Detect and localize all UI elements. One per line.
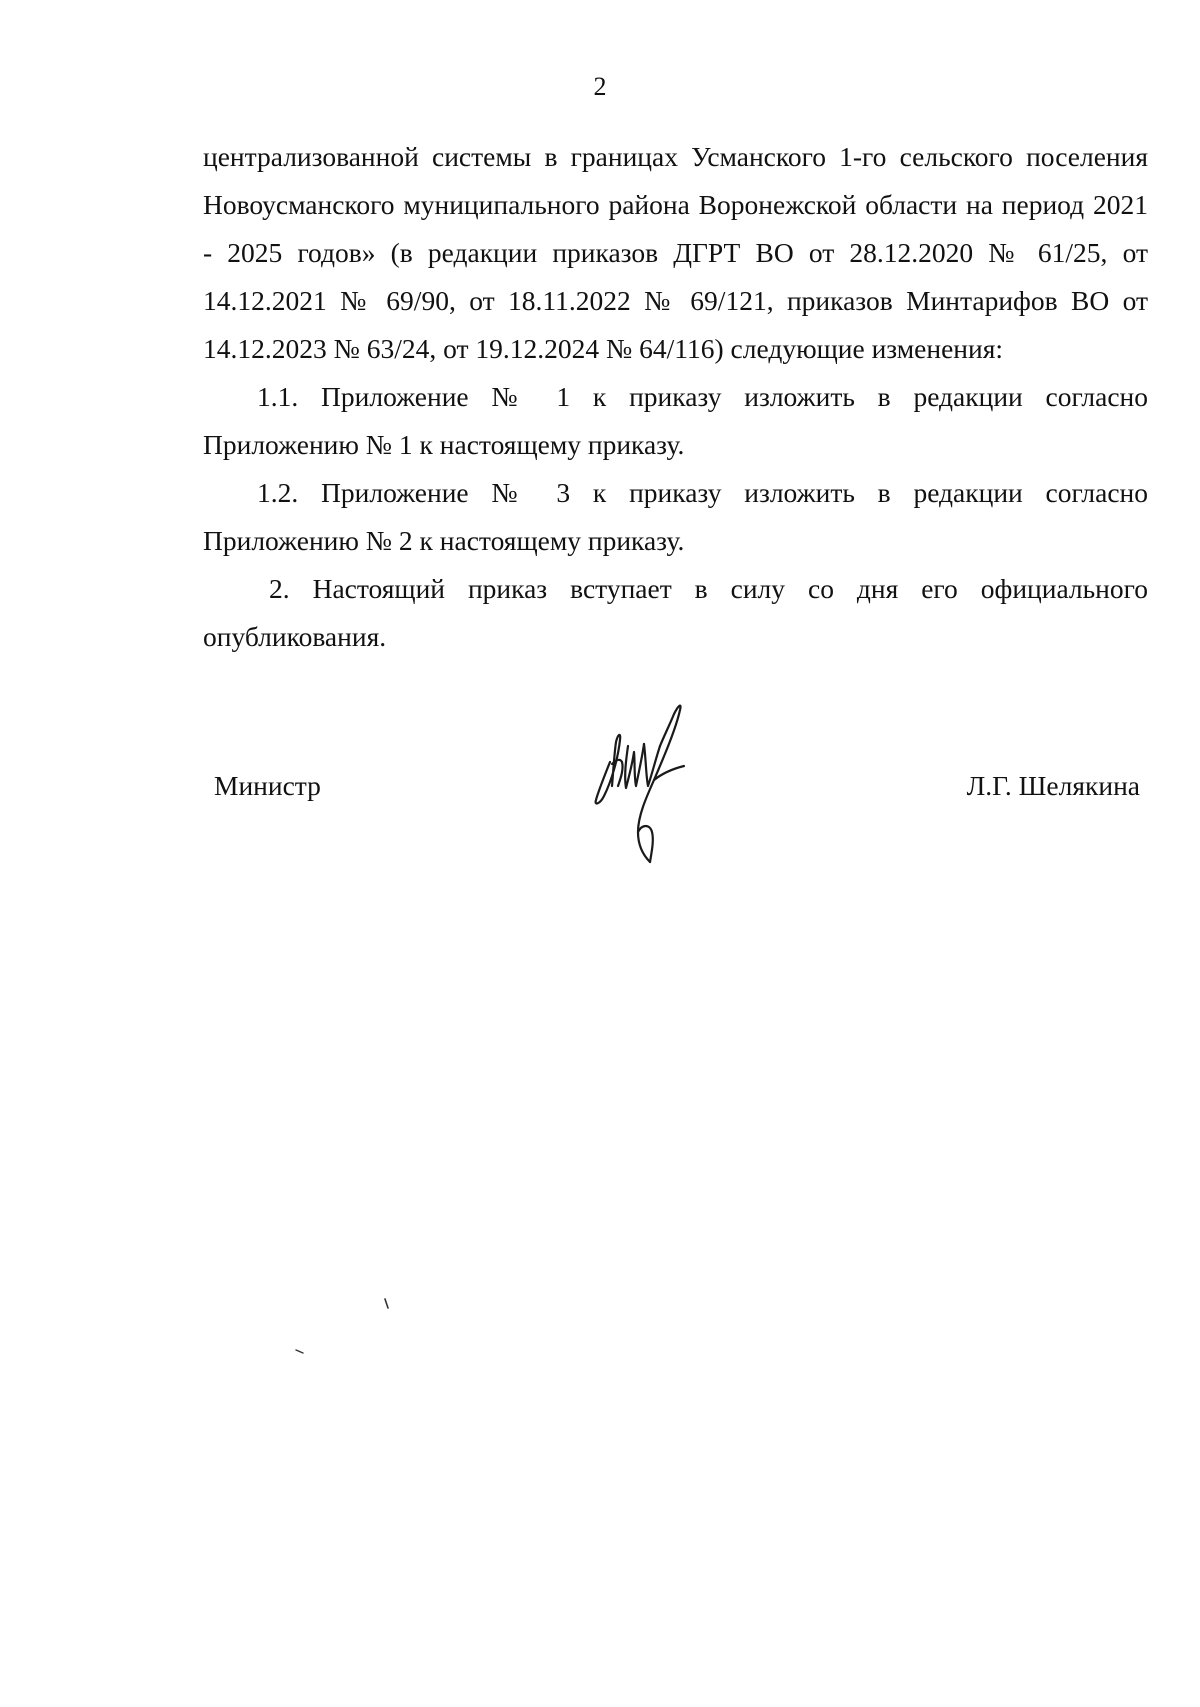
paragraph-item-1-2: 1.2. Приложение № 3 к приказу изложить в редакции согласно Приложению № 2 к настоящему приказу. <box>203 477 1148 556</box>
signatory-name: Л.Г. Шелякина <box>966 770 1140 801</box>
handwritten-signature <box>588 700 708 870</box>
document-body <box>203 133 1148 661</box>
signatory-title: Министр <box>214 770 321 801</box>
page-number: 2 <box>593 72 607 101</box>
scan-speck <box>295 1349 305 1355</box>
paragraph-continuation: централизованной системы в границах Усманского 1-го сельского поселения Новоусманского муниципального района Воронежской области на период 2021 - 2025 годов» (в редакции приказов ДГРТ ВО от 28.12.2020 № 61/25, от 14.12.2021 № 69/90, от 18.11.2022 № 69/121, приказов Минтарифов ВО от 14.12.2023 № 63/24, от 19.12.2024 № 64/116) следующие изменения: <box>203 141 1148 364</box>
paragraph-item-1-1: 1.1. Приложение № 1 к приказу изложить в редакции согласно Приложению № 1 к настоящему приказу. <box>203 381 1148 460</box>
paragraph-item-2: 2. Настоящий приказ вступает в силу со дня его официального опубликования. <box>203 573 1148 652</box>
scan-speck <box>383 1298 391 1310</box>
